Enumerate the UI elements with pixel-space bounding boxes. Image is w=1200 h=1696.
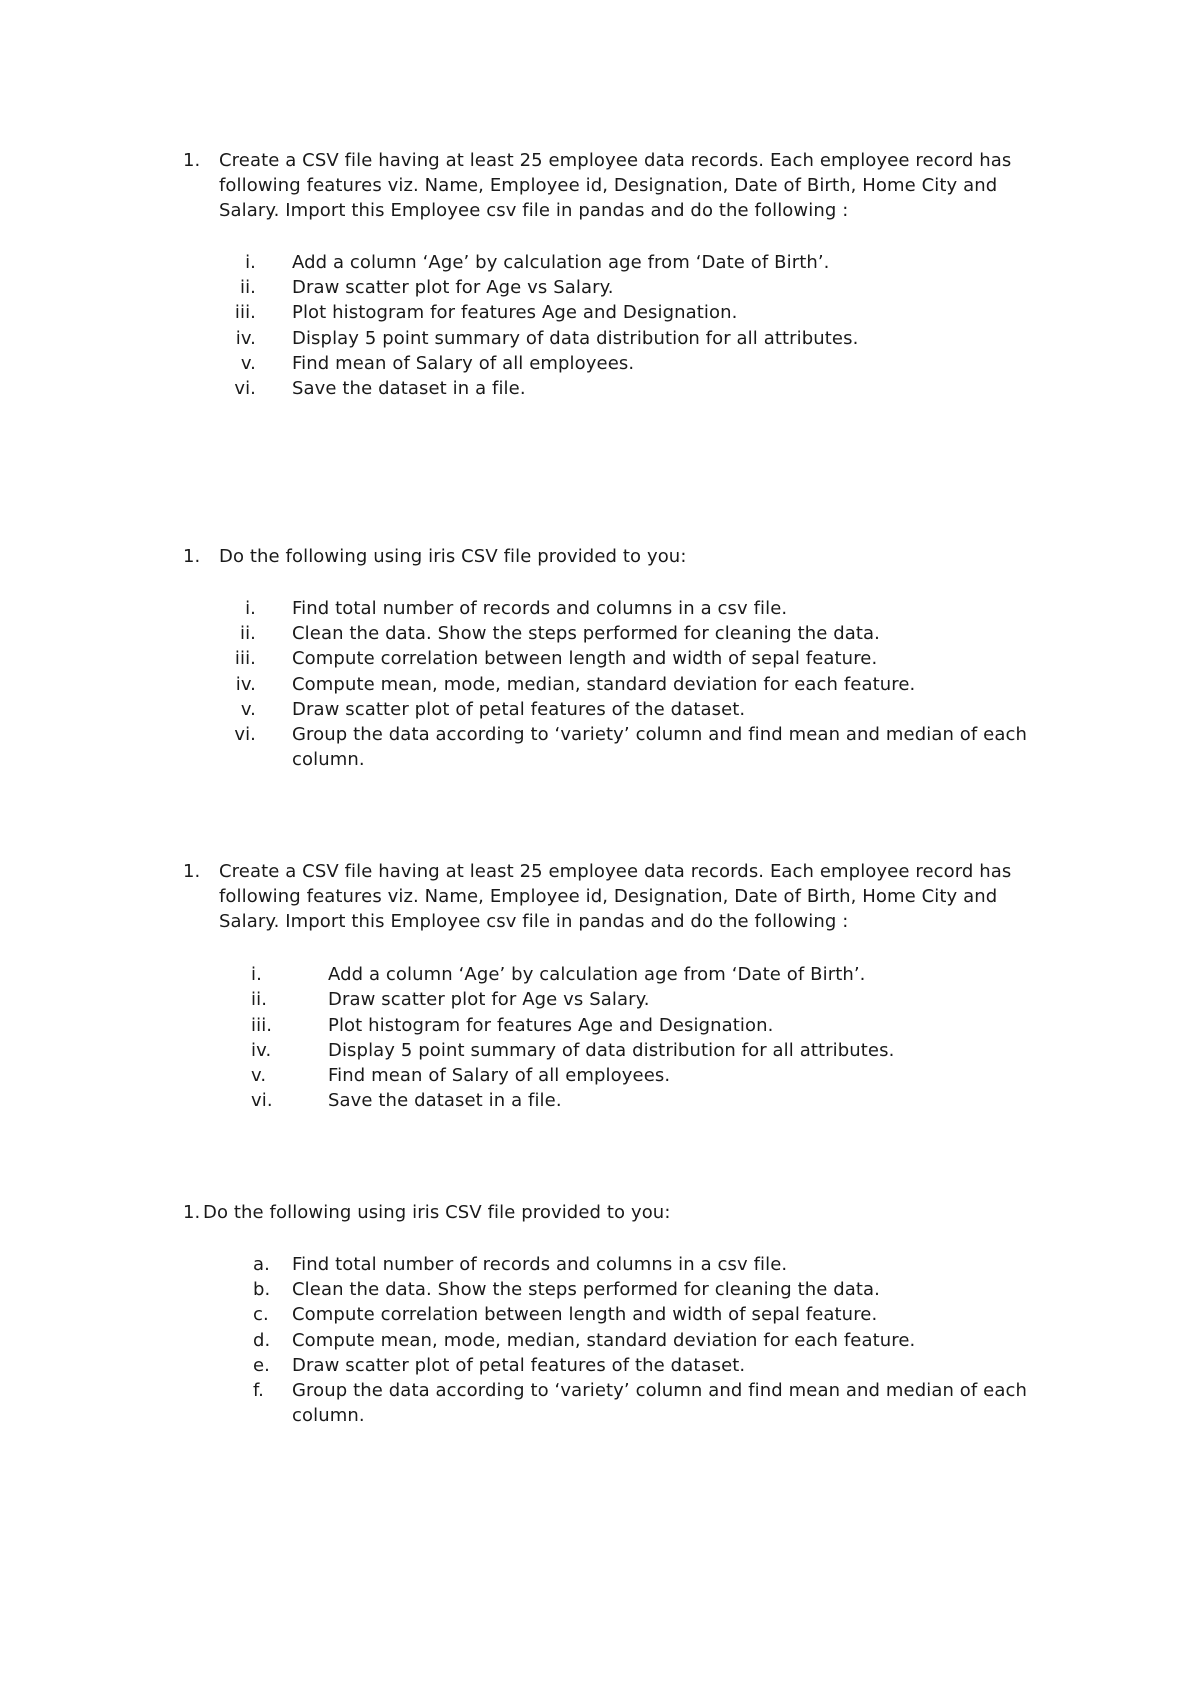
list-item-continuation: column. (292, 1405, 365, 1426)
list-item-marker: ii. (239, 623, 256, 644)
question-text-line: Do the following using iris CSV file provided to you: (219, 546, 687, 567)
list-item: Draw scatter plot of petal features of the dataset. (292, 699, 746, 720)
list-item-marker: b. (253, 1279, 271, 1300)
list-item: Save the dataset in a file. (292, 378, 526, 399)
list-item-marker: iii. (234, 302, 256, 323)
list-item: Clean the data. Show the steps performed for cleaning the data. (292, 1279, 880, 1300)
question-number: 1. (183, 150, 201, 171)
list-item-marker: vi. (251, 1090, 273, 1111)
list-item-marker: iii. (251, 1015, 273, 1036)
list-item-marker: i. (251, 964, 262, 985)
list-item-marker: i. (245, 252, 256, 273)
question-text-line: Salary. Import this Employee csv file in pandas and do the following : (219, 200, 849, 221)
list-item-marker: vi. (234, 378, 256, 399)
list-item-marker: f. (253, 1380, 264, 1401)
list-item: Save the dataset in a file. (328, 1090, 562, 1111)
list-item: Compute mean, mode, median, standard deviation for each feature. (292, 1330, 916, 1351)
list-item-marker: c. (253, 1304, 269, 1325)
list-item: Compute mean, mode, median, standard deviation for each feature. (292, 674, 916, 695)
list-item: Compute correlation between length and width of sepal feature. (292, 1304, 878, 1325)
list-item-marker: vi. (234, 724, 256, 745)
list-item-marker: ii. (251, 989, 268, 1010)
list-item: Plot histogram for features Age and Designation. (328, 1015, 774, 1036)
list-item-marker: v. (240, 353, 256, 374)
list-item: Find mean of Salary of all employees. (328, 1065, 671, 1086)
list-item-marker: d. (253, 1330, 271, 1351)
list-item: Display 5 point summary of data distribution for all attributes. (292, 328, 859, 349)
list-item: Display 5 point summary of data distribution for all attributes. (328, 1040, 895, 1061)
list-item: Find total number of records and columns in a csv file. (292, 598, 788, 619)
list-item: Group the data according to ‘variety’ column and find mean and median of each (292, 724, 1027, 745)
list-item: Draw scatter plot for Age vs Salary. (328, 989, 650, 1010)
question-text-line: Salary. Import this Employee csv file in pandas and do the following : (219, 911, 849, 932)
list-item-marker: e. (253, 1355, 270, 1376)
list-item: Draw scatter plot of petal features of the dataset. (292, 1355, 746, 1376)
list-item-marker: ii. (239, 277, 256, 298)
list-item: Find mean of Salary of all employees. (292, 353, 635, 374)
list-item: Add a column ‘Age’ by calculation age from ‘Date of Birth’. (292, 252, 830, 273)
list-item-marker: iii. (234, 648, 256, 669)
question-number: 1. (183, 1202, 201, 1223)
list-item-continuation: column. (292, 749, 365, 770)
list-item-marker: v. (251, 1065, 267, 1086)
question-number: 1. (183, 861, 201, 882)
list-item: Add a column ‘Age’ by calculation age from ‘Date of Birth’. (328, 964, 866, 985)
list-item: Group the data according to ‘variety’ column and find mean and median of each (292, 1380, 1027, 1401)
question-text-line: following features viz. Name, Employee id, Designation, Date of Birth, Home City and (219, 886, 998, 907)
list-item: Find total number of records and columns in a csv file. (292, 1254, 788, 1275)
list-item-marker: iv. (235, 674, 256, 695)
question-number: 1. (183, 546, 201, 567)
question-text-line: Do the following using iris CSV file provided to you: (203, 1202, 671, 1223)
list-item-marker: i. (245, 598, 256, 619)
list-item-marker: a. (253, 1254, 270, 1275)
question-text-line: following features viz. Name, Employee id, Designation, Date of Birth, Home City and (219, 175, 998, 196)
list-item: Plot histogram for features Age and Designation. (292, 302, 738, 323)
list-item: Compute correlation between length and width of sepal feature. (292, 648, 878, 669)
list-item-marker: iv. (235, 328, 256, 349)
list-item-marker: v. (240, 699, 256, 720)
question-text-line: Create a CSV file having at least 25 employee data records. Each employee record has (219, 861, 1012, 882)
list-item: Clean the data. Show the steps performed for cleaning the data. (292, 623, 880, 644)
question-text-line: Create a CSV file having at least 25 employee data records. Each employee record has (219, 150, 1012, 171)
list-item: Draw scatter plot for Age vs Salary. (292, 277, 614, 298)
list-item-marker: iv. (251, 1040, 272, 1061)
